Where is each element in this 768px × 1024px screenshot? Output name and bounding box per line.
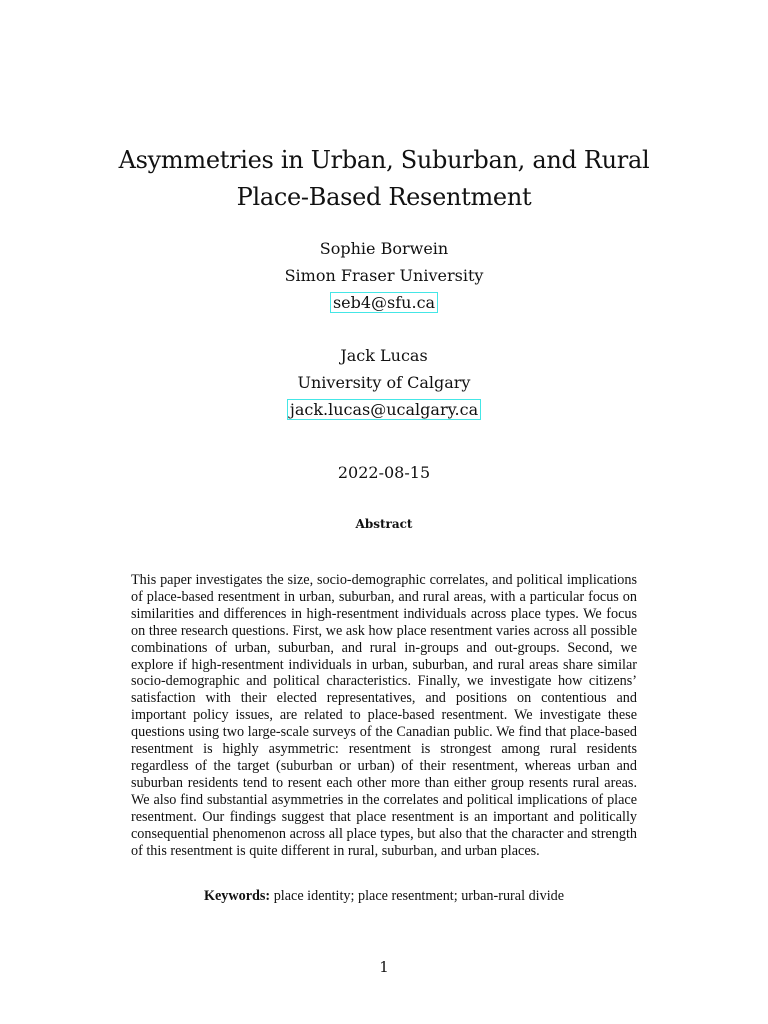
author-name: Jack Lucas <box>340 346 428 365</box>
abstract-body: This paper investigates the size, socio-demographic correlates, and political implications of place-based resentment in urban, suburban, and rural areas, with a particular focus on similarities and differences in high-resentment individuals across place types. We focus on three research questions. First, we ask how place resentment varies across all possible combinations of urban, suburban, and rural in-groups and out-groups. Second, we explore if high-resentment individuals in urban, suburban, and rural areas share similar socio-demographic and political characteristics. Finally, we investigate how citizens’ satisfaction with their elected representatives, and positions on contentious and important policy issues, are related to place-based resentment. We investigate these questions using two large-scale surveys of the Canadian public. We find that place-based resentment is highly asymmetric: resentment is strongest among rural residents regardless of the target (suburban or urban) of their resentment, whereas urban and suburban residents tend to resent each other more than either group resents rural areas. We also find substantial asymmetries in the correlates and political implications of place resentment. Our findings suggest that place resentment is an important and politically consequential phenomenon across all place types, but also that the character and strength of this resentment is quite different in rural, suburban, and urban places. <box>131 572 637 859</box>
keywords-line <box>0 887 768 905</box>
author-email-link[interactable]: jack.lucas@ucalgary.ca <box>287 399 481 420</box>
title-line-2: Place-Based Resentment <box>236 183 532 211</box>
author-email-link[interactable]: seb4@sfu.ca <box>330 292 438 313</box>
author-affiliation: Simon Fraser University <box>284 266 484 285</box>
keywords-text: place identity; place resentment; urban-rural divide <box>273 888 565 904</box>
page-number: 1 <box>379 958 389 976</box>
paper-date: 2022-08-15 <box>337 463 431 482</box>
author-name: Sophie Borwein <box>319 239 449 258</box>
title-line-1: Asymmetries in Urban, Suburban, and Rural <box>118 146 650 174</box>
paper-title <box>0 142 768 216</box>
author-block-2 <box>0 342 768 423</box>
keywords-label: Keywords: <box>203 888 271 904</box>
abstract-heading: Abstract <box>355 517 413 531</box>
author-block-1 <box>0 235 768 316</box>
author-affiliation: University of Calgary <box>297 373 471 392</box>
